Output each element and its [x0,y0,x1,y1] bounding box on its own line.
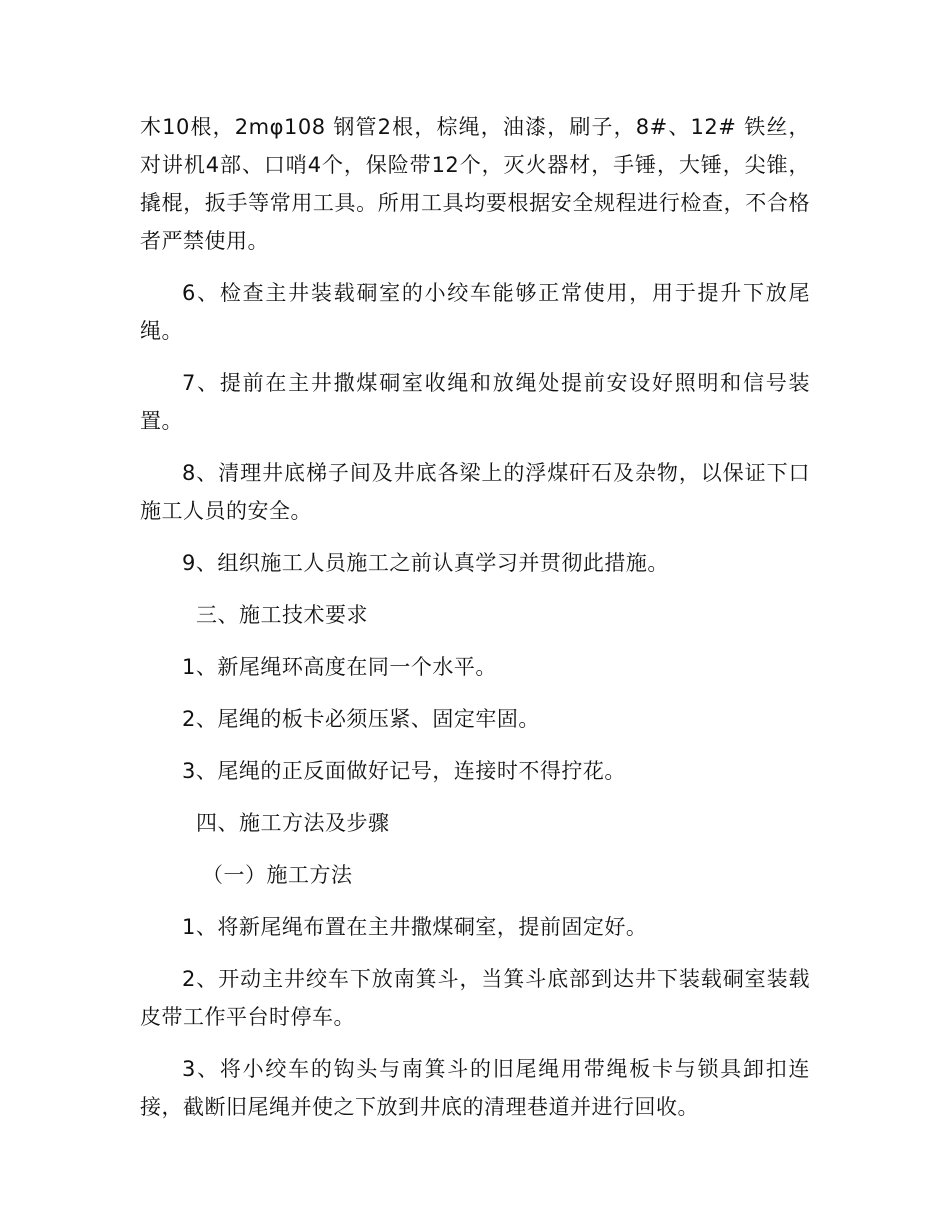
paragraph-method-1: 1、将新尾绳布置在主井撒煤硐室，提前固定好。 [182,915,648,939]
paragraph-method-3: 3、将小绞车的钩头与南箕斗的旧尾绳用带绳板卡与锁具卸扣连接，截断旧尾绳并使之下放到井底的清理巷道并进行回收。 [140,1057,810,1119]
paragraph-method-2: 2、开动主井绞车下放南箕斗，当箕斗底部到达井下装载硐室装载皮带工作平台时停车。 [140,967,810,1029]
subsection-heading-1: （一）施工方法 [202,863,353,887]
paragraph-continuation: 木10根，2mφ108 钢管2根，棕绳，油漆，刷子，8#、12# 铁丝，对讲机4部、口哨4个，保险带12个，灭火器材，手锤，大锤，尖锥，撬棍，扳手等常用工具。所用工具均要根据安全规程进行检查，不合格者严禁使用。 [140,115,810,253]
paragraph-requirement-3: 3、尾绳的正反面做好记号，连接时不得拧花。 [182,759,626,783]
section-heading-4: 四、施工方法及步骤 [196,811,390,835]
paragraph-item-8: 8、清理井底梯子间及井底各梁上的浮煤矸石及杂物，以保证下口施工人员的安全。 [140,461,810,523]
paragraph-requirement-1: 1、新尾绳环高度在同一个水平。 [182,655,497,679]
paragraph-item-9: 9、组织施工人员施工之前认真学习并贯彻此措施。 [182,551,669,575]
paragraph-requirement-2: 2、尾绳的板卡必须压紧、固定牢固。 [182,707,540,731]
document-body [140,108,810,1140]
paragraph-item-7: 7、提前在主井撒煤硐室收绳和放绳处提前安设好照明和信号装置。 [140,371,810,433]
paragraph-item-6: 6、检查主井装载硐室的小绞车能够正常使用，用于提升下放尾绳。 [140,281,810,343]
section-heading-3: 三、施工技术要求 [196,603,368,627]
